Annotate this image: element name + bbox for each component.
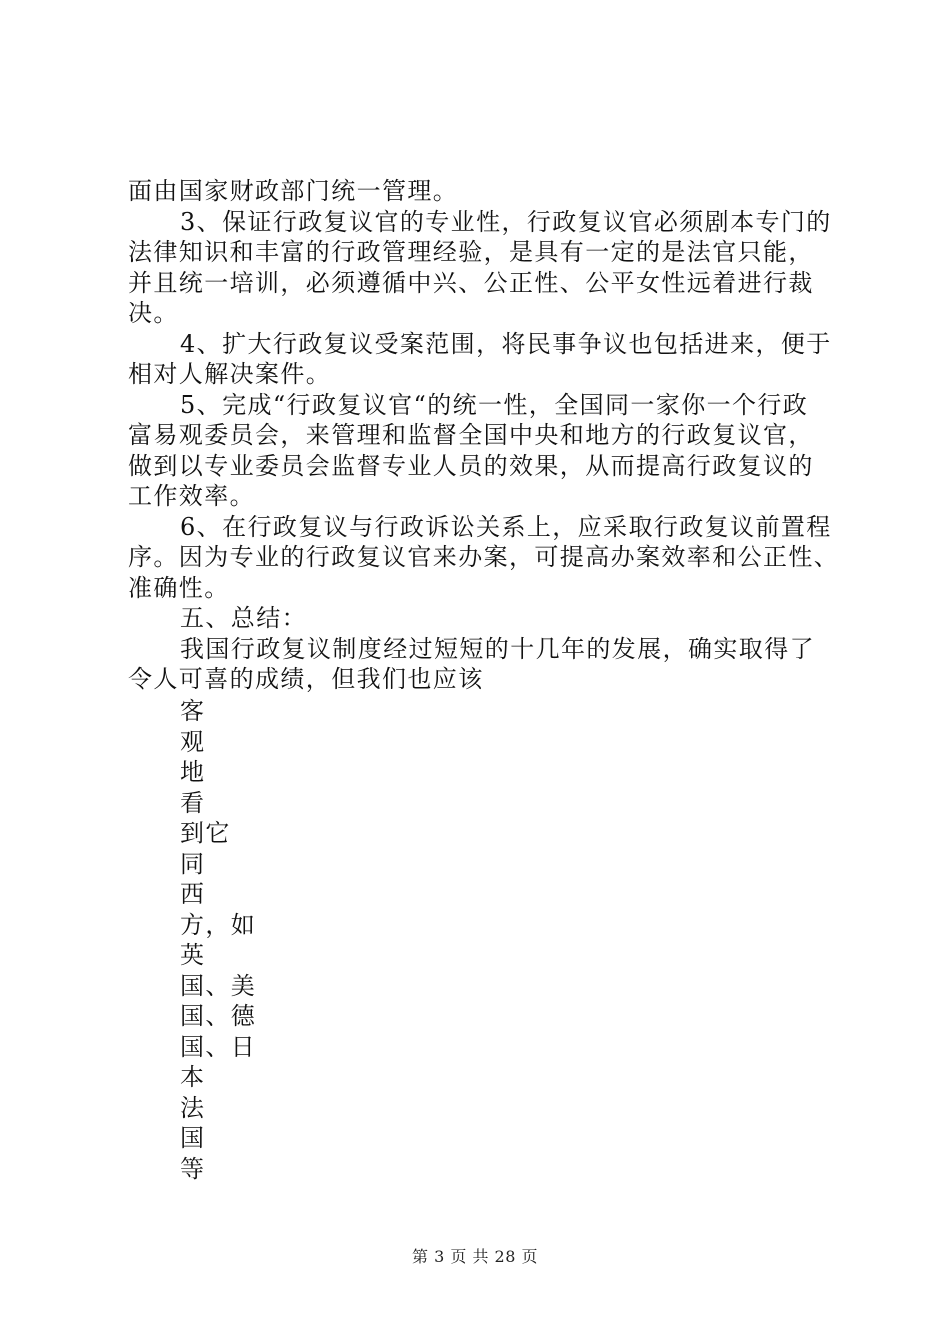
text-line: 序。因为专业的行政复议官来办案，可提高办案效率和公正性、 xyxy=(128,543,840,571)
text-line: 面由国家财政部门统一管理。 xyxy=(128,177,459,205)
vertical-text-fragment: 客 xyxy=(180,697,206,725)
text-line: 并且统一培训，必须遵循中兴、公正性、公平女性远着进行裁 xyxy=(128,268,814,297)
vertical-text-fragment: 西 xyxy=(180,880,206,908)
vertical-text-fragment: 地 xyxy=(180,758,206,786)
vertical-text-fragment: 等 xyxy=(180,1154,206,1183)
vertical-text-fragment: 英 xyxy=(180,941,206,969)
vertical-text-fragment: 本 xyxy=(180,1063,206,1091)
text-line: 我国行政复议制度经过短短的十几年的发展，确实取得了 xyxy=(180,634,815,663)
text-line: 令人可喜的成绩，但我们也应该 xyxy=(128,665,484,693)
text-line: 法律知识和丰富的行政管理经验，是具有一定的是法官只能， xyxy=(128,238,814,266)
body-text xyxy=(128,176,848,695)
vertical-text-fragment: 看 xyxy=(180,788,206,817)
vertical-text-fragment: 国、日 xyxy=(180,1032,257,1061)
text-line: 6、在行政复议与行政诉讼关系上，应采取行政复议前置程 xyxy=(180,512,832,541)
text-line: 五、总结： xyxy=(180,604,307,632)
vertical-text-fragment: 国、美 xyxy=(180,971,257,1000)
vertical-text-fragment: 法 xyxy=(180,1093,206,1122)
text-line: 3、保证行政复议官的专业性，行政复议官必须剧本专门的 xyxy=(180,207,832,236)
vertical-text-fragment: 方，如 xyxy=(180,910,257,939)
text-line: 富易观委员会，来管理和监督全国中央和地方的行政复议官， xyxy=(128,421,814,449)
vertical-text-fragment: 到它 xyxy=(180,819,231,847)
vertical-text-column xyxy=(180,696,256,1184)
vertical-text-fragment: 观 xyxy=(180,727,206,756)
text-line: 相对人解决案件。 xyxy=(128,360,332,388)
text-line: 决。 xyxy=(128,299,179,327)
vertical-text-fragment: 国、德 xyxy=(180,1002,257,1030)
text-line: 5、完成“行政复议官“的统一性，全国同一家你一个行政 xyxy=(180,390,809,419)
text-line: 工作效率。 xyxy=(128,482,255,510)
vertical-text-fragment: 同 xyxy=(180,849,206,878)
text-line: 做到以专业委员会监督专业人员的效果，从而提高行政复议的 xyxy=(128,451,814,480)
vertical-text-fragment: 国 xyxy=(180,1124,206,1152)
page-footer: 第 3 页 共 28 页 xyxy=(412,1247,538,1266)
text-line: 准确性。 xyxy=(128,573,230,602)
text-line: 4、扩大行政复议受案范围，将民事争议也包括进来，便于 xyxy=(180,329,832,358)
